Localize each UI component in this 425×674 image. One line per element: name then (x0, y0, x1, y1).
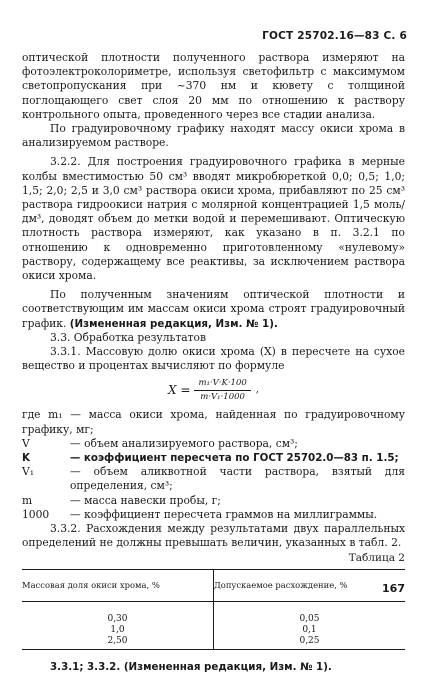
formula-fraction (194, 378, 250, 403)
paragraph-measurement: оптической плотности полученного раствора измеряют на фотоэлектроколориметре, используя светофильтр с максимумом светопропускания при ~370 нм и кювету с толщиной поглощающего свет слоя 20 мм по отношению к раствору контрольного опыта, проведенного через все стадии анализа. (22, 51, 405, 121)
formula-mass-fraction (22, 374, 405, 406)
page-number: 167 (382, 582, 405, 595)
definition-symbol: m (22, 493, 33, 507)
definition-symbol: V₁ (22, 465, 35, 479)
table-2 (22, 569, 405, 650)
section-3-3-heading: 3.3. Обработка результатов (50, 330, 206, 344)
paragraph-3-3-2: 3.3.2. Расхождения между результатами двух параллельных определений не должны превышать величин, указанных в табл. 2. (22, 522, 405, 550)
formula-tail: , (255, 384, 259, 396)
definition-symbol: 1000 (22, 507, 50, 521)
formula-denominator: m·V₁·1000 (200, 391, 245, 402)
definition-text: — объем аликвотной части раствора, взятый для определения, см³; (70, 465, 405, 493)
paragraph-calibration-plot (22, 288, 405, 331)
definition-symbol: K (22, 452, 30, 465)
definition-text: — коэффициент пересчета граммов на миллиграммы. (70, 507, 378, 521)
table-row (22, 601, 405, 625)
table-cell: 0,25 (214, 636, 406, 650)
table-cell: 0,1 (302, 624, 317, 635)
table-cell: 0,05 (299, 613, 320, 624)
table-cell: 1,0 (22, 625, 214, 636)
footer-amendment-note: 3.3.1; 3.3.2. (Измененная редакция, Изм. № 1). (50, 660, 332, 673)
table-cell: 0,30 (22, 601, 214, 625)
definition-m1: где m₁ — масса окиси хрома, найденная по градуировочному графику, мг; (22, 408, 405, 436)
table-header-row (22, 569, 405, 601)
table-caption: Таблица 2 (348, 551, 405, 564)
formula-numerator: m₁·V·K·100 (194, 378, 250, 391)
table-row (22, 636, 405, 650)
definition-symbol: V (22, 436, 30, 450)
page-header: ГОСТ 25702.16—83 С. 6 (262, 30, 407, 42)
table-header-cell: Допускаемое расхождение, % (214, 569, 406, 601)
paragraph-3-3-1: 3.3.1. Массовую долю окиси хрома (X) в пересчете на сухое вещество и процентах вычисляют по формуле (22, 345, 405, 373)
definition-k (22, 451, 405, 465)
definition-v (22, 437, 405, 451)
calibration-plot-text: По полученным значениям оптической плотности и соответствующим им массам окиси хрома строят градуировочный график. (22, 288, 405, 330)
table-header-cell: Массовая доля окиси хрома, % (22, 569, 214, 601)
table-cell: 2,50 (22, 636, 214, 650)
definition-text: — масса навески пробы, г; (70, 493, 221, 507)
definition-m (22, 494, 405, 508)
definition-1000 (22, 508, 405, 522)
definition-v1 (22, 465, 405, 493)
document-body (22, 51, 405, 674)
paragraph-graph-mass: По градуировочному графику находят массу окиси хрома в анализируемом растворе. (22, 122, 405, 150)
definition-text: — коэффициент пересчета по ГОСТ 25702.0—83 п. 1.5; (70, 452, 399, 465)
formula-lhs: X = (168, 383, 191, 398)
definition-text: — объем анализируемого раствора, см³; (70, 436, 298, 450)
amendment-note: (Измененная редакция, Изм. № 1). (69, 317, 278, 330)
formula-definitions (22, 408, 405, 522)
paragraph-3-2-2: 3.2.2. Для построения градуировочного графика в мерные колбы вместимостью 50 см³ вводят микробюреткой 0,0; 0,5; 1,0; 1,5; 2,0; 2,5 и 3,0 см³ раствора окиси хрома, прибавляют по 25 см³ раствора гидроокиси натрия с молярной концентрацией 1,5 моль/дм³, доводят объем до метки водой и перемешивают. Оптическую плотность раствора измеряют, как указано в п. 3.2.1 по отношению к одновременно приготовленному «нулевому» раствору, содержащему все реактивы, за исключением раствора окиси хрома. (22, 155, 405, 283)
table-row (22, 625, 405, 636)
